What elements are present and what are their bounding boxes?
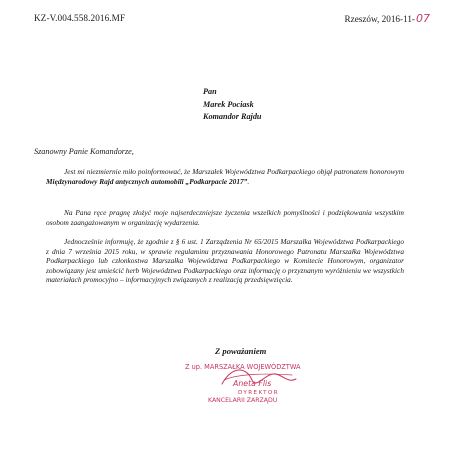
stamp-line-office: KANCELARII ZARZĄDU	[208, 397, 278, 404]
paragraph-wishes-text: Na Pana ręce pragnę złożyć moje najserdeczniejsze życzenia wszelkich pomyślności i podziękowania wszystkim osobom zaangażowanym w organizację wydarzenia.	[46, 208, 404, 227]
place-and-date	[344, 12, 430, 25]
closing-phrase: Z poważaniem	[215, 346, 267, 356]
salutation: Szanowny Panie Komandorze,	[34, 147, 134, 156]
addressee-block	[203, 86, 261, 124]
addressee-name: Marek Pociask	[203, 99, 254, 109]
place-date-printed: Rzeszów, 2016-11-	[344, 14, 415, 24]
stamp-line-authority: Z up. MARSZAŁKA WOJEWÓDZTWA	[185, 363, 301, 371]
paragraph-regulation-text: Jednocześnie informuję, że zgodnie z § 6 ust. 1 Zarządzenia Nr 65/2015 Marszałka Województwa Podkarpackiego z dnia 7 września 2015 roku, w sprawie regulaminu przyznawania Honorowego Patronatu Marszałka Województwa Podkarpackiego lub członkostwa Marszałka Województwa Podkarpackiego w Komitecie Honorowym, organizator zobowiązany jest umieścić herb Województwa Podkarpackiego oraz informację o przyznanym wyróżnieniu we wszystkich materiałach promocyjno – informacyjnych związanych z realizacją przedsięwzięcia.	[46, 237, 404, 285]
addressee-title: Pan	[203, 87, 217, 96]
paragraph-patronage-end: .	[247, 176, 250, 186]
paragraph-regulation	[46, 237, 404, 285]
event-name: Międzynarodowy Rajd antycznych automobili „Podkarpacie 2017”	[46, 176, 248, 186]
paragraph-patronage	[46, 167, 404, 186]
signature-underline-stroke	[224, 374, 292, 380]
stamp-signature-name: Aneta Flis	[233, 379, 272, 388]
stamp-line-title: DYREKTOR	[238, 390, 279, 396]
paragraph-patronage-text: Jest mi niezmiernie miło poinformować, że Marszałek Województwa Podkarpackiego objął patronatem honorowym	[64, 167, 404, 176]
signature-stroke	[222, 370, 296, 384]
addressee-role: Komandor Rajdu	[203, 112, 262, 121]
paragraph-wishes	[46, 208, 404, 227]
date-day-handwritten: 07	[416, 12, 430, 25]
reference-number: KZ-V.004.558.2016.MF	[34, 13, 126, 23]
